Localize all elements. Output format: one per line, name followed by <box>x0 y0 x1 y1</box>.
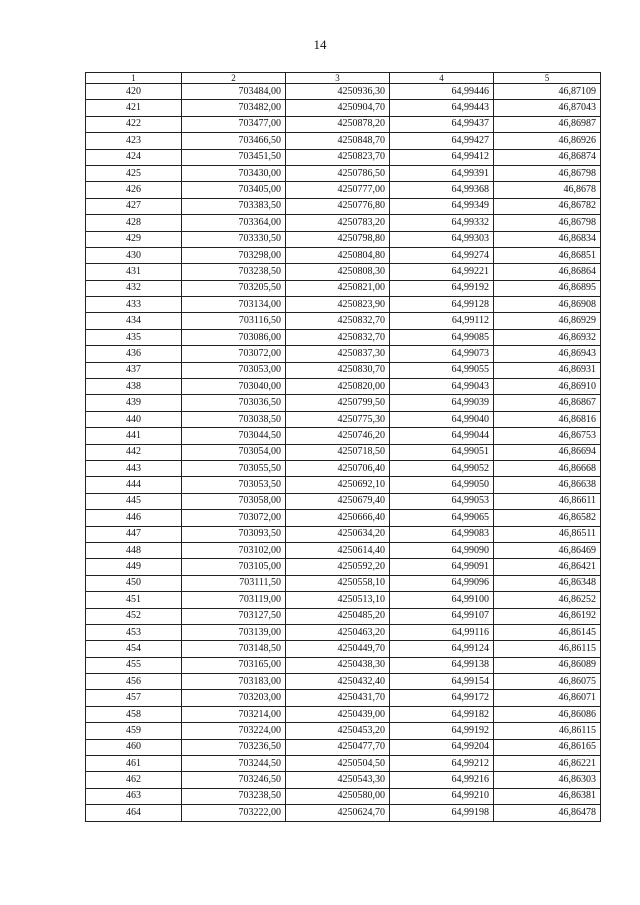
table-row <box>86 788 601 804</box>
y-coordinate-cell: 4250438,30 <box>286 657 390 673</box>
point-number-cell: 446 <box>86 510 182 526</box>
y-coordinate-cell: 4250706,40 <box>286 460 390 476</box>
table-row <box>86 723 601 739</box>
point-number-cell: 436 <box>86 346 182 362</box>
table-row <box>86 84 601 100</box>
x-coordinate-cell: 703119,00 <box>182 592 286 608</box>
point-number-cell: 448 <box>86 542 182 558</box>
point-number-cell: 435 <box>86 329 182 345</box>
longitude-cell: 46,86668 <box>494 460 601 476</box>
latitude-cell: 64,99204 <box>390 739 494 755</box>
latitude-cell: 64,99112 <box>390 313 494 329</box>
longitude-cell: 46,86071 <box>494 690 601 706</box>
table-row <box>86 346 601 362</box>
longitude-cell: 46,86798 <box>494 165 601 181</box>
point-number-cell: 459 <box>86 723 182 739</box>
point-number-cell: 425 <box>86 165 182 181</box>
latitude-cell: 64,99210 <box>390 788 494 804</box>
longitude-cell: 46,86867 <box>494 395 601 411</box>
point-number-cell: 453 <box>86 624 182 640</box>
longitude-cell: 46,87043 <box>494 100 601 116</box>
point-number-cell: 431 <box>86 264 182 280</box>
table-row <box>86 133 601 149</box>
longitude-cell: 46,86932 <box>494 329 601 345</box>
table-row <box>86 100 601 116</box>
table-row <box>86 477 601 493</box>
latitude-cell: 64,99107 <box>390 608 494 624</box>
latitude-cell: 64,99100 <box>390 592 494 608</box>
point-number-cell: 455 <box>86 657 182 673</box>
table-header <box>86 73 601 84</box>
y-coordinate-cell: 4250718,50 <box>286 444 390 460</box>
page-number: 14 <box>313 37 327 52</box>
latitude-cell: 64,99065 <box>390 510 494 526</box>
table-row <box>86 362 601 378</box>
point-number-cell: 445 <box>86 493 182 509</box>
y-coordinate-cell: 4250634,20 <box>286 526 390 542</box>
longitude-cell: 46,86851 <box>494 247 601 263</box>
y-coordinate-cell: 4250431,70 <box>286 690 390 706</box>
x-coordinate-cell: 703244,50 <box>182 756 286 772</box>
longitude-cell: 46,8678 <box>494 182 601 198</box>
latitude-cell: 64,99096 <box>390 575 494 591</box>
point-number-cell: 456 <box>86 674 182 690</box>
table-body <box>86 84 601 822</box>
x-coordinate-cell: 703451,50 <box>182 149 286 165</box>
point-number-cell: 420 <box>86 84 182 100</box>
x-coordinate-cell: 703205,50 <box>182 280 286 296</box>
x-coordinate-cell: 703148,50 <box>182 641 286 657</box>
longitude-cell: 46,86086 <box>494 706 601 722</box>
longitude-cell: 46,86931 <box>494 362 601 378</box>
point-number-cell: 463 <box>86 788 182 804</box>
x-coordinate-cell: 703222,00 <box>182 805 286 821</box>
x-coordinate-cell: 703238,50 <box>182 264 286 280</box>
y-coordinate-cell: 4250453,20 <box>286 723 390 739</box>
table-row <box>86 756 601 772</box>
x-coordinate-cell: 703203,00 <box>182 690 286 706</box>
latitude-cell: 64,99124 <box>390 641 494 657</box>
table-row <box>86 444 601 460</box>
latitude-cell: 64,99437 <box>390 116 494 132</box>
latitude-cell: 64,99216 <box>390 772 494 788</box>
y-coordinate-cell: 4250543,30 <box>286 772 390 788</box>
latitude-cell: 64,99138 <box>390 657 494 673</box>
table-row <box>86 493 601 509</box>
longitude-cell: 46,86874 <box>494 149 601 165</box>
x-coordinate-cell: 703055,50 <box>182 460 286 476</box>
longitude-cell: 46,86987 <box>494 116 601 132</box>
y-coordinate-cell: 4250775,30 <box>286 411 390 427</box>
latitude-cell: 64,99412 <box>390 149 494 165</box>
y-coordinate-cell: 4250821,00 <box>286 280 390 296</box>
y-coordinate-cell: 4250614,40 <box>286 542 390 558</box>
longitude-cell: 46,86348 <box>494 575 601 591</box>
longitude-cell: 46,86834 <box>494 231 601 247</box>
point-number-cell: 432 <box>86 280 182 296</box>
table-row <box>86 592 601 608</box>
table-row <box>86 329 601 345</box>
y-coordinate-cell: 4250449,70 <box>286 641 390 657</box>
x-coordinate-cell: 703072,00 <box>182 510 286 526</box>
point-number-cell: 460 <box>86 739 182 755</box>
table-row <box>86 772 601 788</box>
longitude-cell: 46,86075 <box>494 674 601 690</box>
point-number-cell: 437 <box>86 362 182 378</box>
longitude-cell: 46,86582 <box>494 510 601 526</box>
table-row <box>86 231 601 247</box>
point-number-cell: 438 <box>86 379 182 395</box>
x-coordinate-cell: 703086,00 <box>182 329 286 345</box>
x-coordinate-cell: 703058,00 <box>182 493 286 509</box>
point-number-cell: 464 <box>86 805 182 821</box>
y-coordinate-cell: 4250666,40 <box>286 510 390 526</box>
x-coordinate-cell: 703038,50 <box>182 411 286 427</box>
x-coordinate-cell: 703298,00 <box>182 247 286 263</box>
table-row <box>86 526 601 542</box>
point-number-cell: 424 <box>86 149 182 165</box>
table-row <box>86 641 601 657</box>
point-number-cell: 421 <box>86 100 182 116</box>
table-row <box>86 657 601 673</box>
x-coordinate-cell: 703466,50 <box>182 133 286 149</box>
x-coordinate-cell: 703214,00 <box>182 706 286 722</box>
point-number-cell: 428 <box>86 215 182 231</box>
latitude-cell: 64,99274 <box>390 247 494 263</box>
x-coordinate-cell: 703236,50 <box>182 739 286 755</box>
table-row <box>86 608 601 624</box>
y-coordinate-cell: 4250783,20 <box>286 215 390 231</box>
point-number-cell: 450 <box>86 575 182 591</box>
x-coordinate-cell: 703044,50 <box>182 428 286 444</box>
x-coordinate-cell: 703072,00 <box>182 346 286 362</box>
y-coordinate-cell: 4250904,70 <box>286 100 390 116</box>
x-coordinate-cell: 703165,00 <box>182 657 286 673</box>
point-number-cell: 461 <box>86 756 182 772</box>
table-row <box>86 215 601 231</box>
y-coordinate-cell: 4250463,20 <box>286 624 390 640</box>
y-coordinate-cell: 4250679,40 <box>286 493 390 509</box>
table-row <box>86 280 601 296</box>
x-coordinate-cell: 703383,50 <box>182 198 286 214</box>
longitude-cell: 46,86611 <box>494 493 601 509</box>
table-row <box>86 182 601 198</box>
latitude-cell: 64,99192 <box>390 723 494 739</box>
longitude-cell: 46,86910 <box>494 379 601 395</box>
y-coordinate-cell: 4250558,10 <box>286 575 390 591</box>
table-row <box>86 575 601 591</box>
longitude-cell: 46,86511 <box>494 526 601 542</box>
point-number-cell: 458 <box>86 706 182 722</box>
latitude-cell: 64,99221 <box>390 264 494 280</box>
y-coordinate-cell: 4250485,20 <box>286 608 390 624</box>
latitude-cell: 64,99050 <box>390 477 494 493</box>
latitude-cell: 64,99182 <box>390 706 494 722</box>
point-number-cell: 423 <box>86 133 182 149</box>
point-number-cell: 451 <box>86 592 182 608</box>
point-number-cell: 443 <box>86 460 182 476</box>
x-coordinate-cell: 703183,00 <box>182 674 286 690</box>
longitude-cell: 46,86115 <box>494 723 601 739</box>
table-row <box>86 149 601 165</box>
point-number-cell: 449 <box>86 559 182 575</box>
latitude-cell: 64,99073 <box>390 346 494 362</box>
longitude-cell: 46,86115 <box>494 641 601 657</box>
latitude-cell: 64,99192 <box>390 280 494 296</box>
x-coordinate-cell: 703238,50 <box>182 788 286 804</box>
header-row <box>86 73 601 84</box>
y-coordinate-cell: 4250786,50 <box>286 165 390 181</box>
point-number-cell: 422 <box>86 116 182 132</box>
table-row <box>86 247 601 263</box>
x-coordinate-cell: 703482,00 <box>182 100 286 116</box>
y-coordinate-cell: 4250692,10 <box>286 477 390 493</box>
latitude-cell: 64,99053 <box>390 493 494 509</box>
longitude-cell: 46,86303 <box>494 772 601 788</box>
point-number-cell: 426 <box>86 182 182 198</box>
x-coordinate-cell: 703116,50 <box>182 313 286 329</box>
table-row <box>86 428 601 444</box>
y-coordinate-cell: 4250878,20 <box>286 116 390 132</box>
longitude-cell: 46,86145 <box>494 624 601 640</box>
latitude-cell: 64,99039 <box>390 395 494 411</box>
latitude-cell: 64,99212 <box>390 756 494 772</box>
longitude-cell: 46,86908 <box>494 297 601 313</box>
y-coordinate-cell: 4250830,70 <box>286 362 390 378</box>
y-coordinate-cell: 4250848,70 <box>286 133 390 149</box>
table-row <box>86 739 601 755</box>
x-coordinate-cell: 703102,00 <box>182 542 286 558</box>
longitude-cell: 46,86798 <box>494 215 601 231</box>
table-row <box>86 297 601 313</box>
y-coordinate-cell: 4250432,40 <box>286 674 390 690</box>
point-number-cell: 427 <box>86 198 182 214</box>
table-row <box>86 674 601 690</box>
column-header-4: 4 <box>390 73 494 84</box>
longitude-cell: 46,86638 <box>494 477 601 493</box>
column-header-3: 3 <box>286 73 390 84</box>
table-row <box>86 264 601 280</box>
longitude-cell: 46,86469 <box>494 542 601 558</box>
x-coordinate-cell: 703364,00 <box>182 215 286 231</box>
latitude-cell: 64,99198 <box>390 805 494 821</box>
longitude-cell: 46,86381 <box>494 788 601 804</box>
point-number-cell: 439 <box>86 395 182 411</box>
table-row <box>86 805 601 821</box>
point-number-cell: 429 <box>86 231 182 247</box>
y-coordinate-cell: 4250832,70 <box>286 313 390 329</box>
latitude-cell: 64,99044 <box>390 428 494 444</box>
latitude-cell: 64,99040 <box>390 411 494 427</box>
y-coordinate-cell: 4250513,10 <box>286 592 390 608</box>
latitude-cell: 64,99303 <box>390 231 494 247</box>
point-number-cell: 430 <box>86 247 182 263</box>
longitude-cell: 46,86165 <box>494 739 601 755</box>
point-number-cell: 457 <box>86 690 182 706</box>
latitude-cell: 64,99085 <box>390 329 494 345</box>
latitude-cell: 64,99154 <box>390 674 494 690</box>
latitude-cell: 64,99043 <box>390 379 494 395</box>
latitude-cell: 64,99055 <box>390 362 494 378</box>
y-coordinate-cell: 4250832,70 <box>286 329 390 345</box>
point-number-cell: 433 <box>86 297 182 313</box>
latitude-cell: 64,99052 <box>390 460 494 476</box>
x-coordinate-cell: 703093,50 <box>182 526 286 542</box>
latitude-cell: 64,99128 <box>390 297 494 313</box>
table-row <box>86 313 601 329</box>
table-row <box>86 510 601 526</box>
y-coordinate-cell: 4250837,30 <box>286 346 390 362</box>
point-number-cell: 434 <box>86 313 182 329</box>
y-coordinate-cell: 4250592,20 <box>286 559 390 575</box>
point-number-cell: 441 <box>86 428 182 444</box>
y-coordinate-cell: 4250804,80 <box>286 247 390 263</box>
x-coordinate-cell: 703224,00 <box>182 723 286 739</box>
y-coordinate-cell: 4250477,70 <box>286 739 390 755</box>
longitude-cell: 46,86478 <box>494 805 601 821</box>
x-coordinate-cell: 703134,00 <box>182 297 286 313</box>
table-row <box>86 198 601 214</box>
x-coordinate-cell: 703477,00 <box>182 116 286 132</box>
longitude-cell: 46,86943 <box>494 346 601 362</box>
longitude-cell: 46,86192 <box>494 608 601 624</box>
point-number-cell: 447 <box>86 526 182 542</box>
x-coordinate-cell: 703330,50 <box>182 231 286 247</box>
point-number-cell: 444 <box>86 477 182 493</box>
x-coordinate-cell: 703105,00 <box>182 559 286 575</box>
y-coordinate-cell: 4250799,50 <box>286 395 390 411</box>
latitude-cell: 64,99091 <box>390 559 494 575</box>
table-row <box>86 542 601 558</box>
table-row <box>86 411 601 427</box>
latitude-cell: 64,99349 <box>390 198 494 214</box>
latitude-cell: 64,99090 <box>390 542 494 558</box>
latitude-cell: 64,99083 <box>390 526 494 542</box>
x-coordinate-cell: 703054,00 <box>182 444 286 460</box>
y-coordinate-cell: 4250746,20 <box>286 428 390 444</box>
longitude-cell: 46,86694 <box>494 444 601 460</box>
x-coordinate-cell: 703484,00 <box>182 84 286 100</box>
table-row <box>86 379 601 395</box>
x-coordinate-cell: 703053,00 <box>182 362 286 378</box>
longitude-cell: 46,86252 <box>494 592 601 608</box>
y-coordinate-cell: 4250808,30 <box>286 264 390 280</box>
y-coordinate-cell: 4250777,00 <box>286 182 390 198</box>
point-number-cell: 440 <box>86 411 182 427</box>
table-row <box>86 460 601 476</box>
y-coordinate-cell: 4250439,00 <box>286 706 390 722</box>
table-row <box>86 559 601 575</box>
table-row <box>86 165 601 181</box>
table-row <box>86 395 601 411</box>
x-coordinate-cell: 703127,50 <box>182 608 286 624</box>
y-coordinate-cell: 4250624,70 <box>286 805 390 821</box>
table-row <box>86 116 601 132</box>
x-coordinate-cell: 703139,00 <box>182 624 286 640</box>
table-row <box>86 624 601 640</box>
longitude-cell: 46,86816 <box>494 411 601 427</box>
y-coordinate-cell: 4250776,80 <box>286 198 390 214</box>
x-coordinate-cell: 703430,00 <box>182 165 286 181</box>
x-coordinate-cell: 703405,00 <box>182 182 286 198</box>
longitude-cell: 46,86926 <box>494 133 601 149</box>
point-number-cell: 462 <box>86 772 182 788</box>
y-coordinate-cell: 4250936,30 <box>286 84 390 100</box>
column-header-5: 5 <box>494 73 601 84</box>
longitude-cell: 46,86421 <box>494 559 601 575</box>
latitude-cell: 64,99427 <box>390 133 494 149</box>
latitude-cell: 64,99116 <box>390 624 494 640</box>
y-coordinate-cell: 4250820,00 <box>286 379 390 395</box>
latitude-cell: 64,99443 <box>390 100 494 116</box>
point-number-cell: 442 <box>86 444 182 460</box>
longitude-cell: 46,86089 <box>494 657 601 673</box>
latitude-cell: 64,99051 <box>390 444 494 460</box>
x-coordinate-cell: 703246,50 <box>182 772 286 788</box>
y-coordinate-cell: 4250823,70 <box>286 149 390 165</box>
longitude-cell: 46,86753 <box>494 428 601 444</box>
point-number-cell: 452 <box>86 608 182 624</box>
y-coordinate-cell: 4250823,90 <box>286 297 390 313</box>
latitude-cell: 64,99332 <box>390 215 494 231</box>
x-coordinate-cell: 703036,50 <box>182 395 286 411</box>
longitude-cell: 46,86929 <box>494 313 601 329</box>
column-header-2: 2 <box>182 73 286 84</box>
longitude-cell: 46,86221 <box>494 756 601 772</box>
y-coordinate-cell: 4250798,80 <box>286 231 390 247</box>
coordinates-table <box>85 72 601 822</box>
longitude-cell: 46,86782 <box>494 198 601 214</box>
x-coordinate-cell: 703111,50 <box>182 575 286 591</box>
table-row <box>86 690 601 706</box>
latitude-cell: 64,99446 <box>390 84 494 100</box>
longitude-cell: 46,86895 <box>494 280 601 296</box>
longitude-cell: 46,87109 <box>494 84 601 100</box>
x-coordinate-cell: 703053,50 <box>182 477 286 493</box>
longitude-cell: 46,86864 <box>494 264 601 280</box>
x-coordinate-cell: 703040,00 <box>182 379 286 395</box>
table-row <box>86 706 601 722</box>
point-number-cell: 454 <box>86 641 182 657</box>
y-coordinate-cell: 4250504,50 <box>286 756 390 772</box>
latitude-cell: 64,99391 <box>390 165 494 181</box>
latitude-cell: 64,99368 <box>390 182 494 198</box>
y-coordinate-cell: 4250580,00 <box>286 788 390 804</box>
column-header-1: 1 <box>86 73 182 84</box>
latitude-cell: 64,99172 <box>390 690 494 706</box>
